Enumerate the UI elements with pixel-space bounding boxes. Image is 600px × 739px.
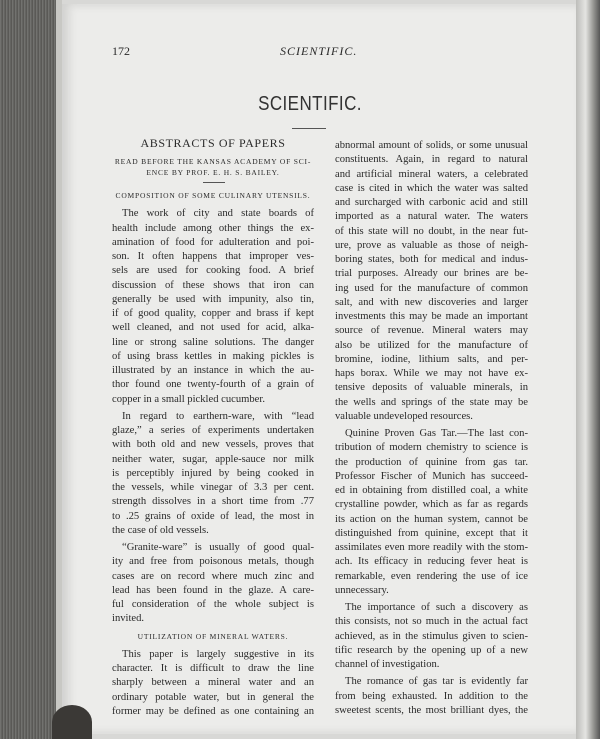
text-line: if of good quality, copper and brass if kept [112,308,314,319]
paragraph [335,139,528,424]
text-line: unnecessary. [335,584,389,596]
page-number: 172 [112,44,130,58]
text-line: remarkable, even rendering the use of ice [335,570,528,582]
text-line: strength dissolves in a short time from .77 [112,496,314,508]
text-line: character. It is difficult to draw the line [112,663,314,674]
text-line: haps borax. While we may not have ex- [335,368,528,379]
text-line: This paper is largely suggestive in its [122,648,314,660]
text-line: valuable undeveloped resources. [335,410,473,422]
text-line: source of revenue. Mineral waters may [335,325,528,337]
text-line: ed in obtaining from distilled coal, a white [335,485,528,496]
text-line: tensive deposits of valuable minerals, in [335,382,528,394]
text-line: “Granite-ware” is usually of good qual- [122,542,314,553]
book-page-edges-right [576,0,600,739]
text-line: case is cited in which the water was salted [335,182,528,194]
text-line: and artificial mineral waters, a celebrated [335,168,528,180]
text-line: ing used for the manufacture of common [335,282,528,294]
text-line: The romance of gas tar is evidently far [345,676,528,688]
text-line: distinguished from quinine, except that it [335,527,528,539]
paragraph [335,427,528,598]
text-line: glaze,” a series of experiments undertaken [112,425,314,436]
text-line: achieved, as in the stimulus given to scien- [335,630,528,642]
text-line: amination of food for adulteration and poi- [112,236,314,248]
text-line: In regard to earthern-ware, with “lead [122,410,314,422]
text-line: illustrated by an instance in which the au- [112,365,314,376]
text-line: is perceptibly injured by being cooked in [112,467,314,479]
text-line: also be utilized for the manufacture of [335,339,528,351]
text-line: former may be defined as one containing an [112,705,314,717]
text-line: health include among other things the ex- [112,222,314,234]
paragraph [112,648,314,719]
text-line: The work of city and state boards of [122,208,314,220]
text-line: trial purposes. Already our brines are be- [335,268,528,280]
text-line: well cleaned, and not used for acid, alka- [112,322,314,334]
text-line: crystalline powder, which as far as regards [335,499,528,511]
text-line: tribution of modern chemistry to science is [335,442,528,454]
text-line: thor found one twenty-fourth of a grain of [112,379,314,391]
text-line: ordinary potable water, but in general the [112,691,314,703]
subheading-line: ENCE BY PROF. E. H. S. BAILEY. [146,168,280,177]
text-line: bromine, iodine, lithium salts, and per- [335,353,528,365]
text-line: ach. Its efficacy in reducing fever heat is [335,556,528,568]
text-line: line or strong saline solutions. The danger [112,336,314,348]
text-line: invited. [112,613,145,625]
text-line: generally be used with impunity, also tin, [112,293,314,305]
text-line: lead has been found in the glaze. A care- [112,584,314,596]
subheading-line: READ BEFORE THE KANSAS ACADEMY OF SCI- [114,157,312,166]
text-line: abnormal amount of solids, or some unusual [335,140,528,151]
text-line: neither water, sugar, apple-sauce nor milk [112,453,314,465]
heading-rule [203,182,225,183]
text-line: to .25 grains of oxide of lead, the most in [112,510,314,522]
paragraph [335,601,528,672]
text-line: the vessels, while vinegar of 3.3 per cent. [112,482,314,493]
title-rule [292,128,326,129]
text-line: of using brass kettles in making pickles is [112,350,314,362]
text-line: investments this may be made an important [335,311,528,322]
text-line: boring states, both for medical and indus- [335,254,528,265]
text-line: salt, and with new discoveries and larger [335,296,528,308]
text-line: from being exhausted. In addition to the [335,690,528,702]
section-subhead: COMPOSITION OF SOME CULINARY UTENSILS. [115,191,311,200]
text-line: cases are on record where much zinc and [112,570,314,582]
text-line: The importance of such a discovery as [345,602,528,613]
text-line: with both old and new vessels, proves that [112,439,314,451]
text-line: the production of quinine from gas tar. [335,456,528,468]
book-page-edges-left [0,0,62,739]
text-line: imported as a natural water. The waters [335,211,528,223]
text-line: the case of old vessels. [112,524,209,536]
text-line: its action on the human system, cannot be [335,513,528,525]
text-line: channel of investigation. [335,659,440,670]
paragraph [335,675,528,718]
text-line: constituents. Again, in regard to natural [335,154,528,166]
text-line: son. It often happens that improper ves- [112,251,314,262]
text-line: ure, prove as valuable as those of neigh- [335,239,528,251]
paragraph [112,207,314,407]
text-line: assimilates even more readily with the stom- [335,542,528,553]
article-heading: ABSTRACTS OF PAPERS [140,136,286,150]
running-head-title: SCIENTIFIC. [280,44,358,58]
text-line: discussion of these shows that iron can [112,279,314,291]
left-column [112,186,314,719]
text-line: ity and free from poisonous metals, though [112,556,314,568]
text-line: this consists, not so much in the actual fact [335,616,528,628]
text-line: the wells and springs of the state may be [335,396,528,408]
text-line: sweetest scents, the most brilliant dyes, the [335,704,528,716]
text-line: tific research by the opening up of a new [335,644,528,656]
paragraph [112,541,314,627]
text-line: sels are used for cooking food. A brief [112,265,314,277]
section-title: SCIENTIFIC. [258,93,362,115]
thumb [52,705,92,739]
text-line: of this state will no doubt, in the near fut- [335,225,528,237]
text-line: sharply between a mineral water and an [112,677,314,689]
article-subheading [112,156,314,178]
text-line: Professor Fischer of Munich has succeed- [335,470,528,482]
right-column [335,139,528,718]
text-line: Quinine Proven Gas Tar.—The last con- [345,428,528,439]
text-line: copper in a small pickled cucumber. [112,393,265,405]
section-subhead: UTILIZATION OF MINERAL WATERS. [137,631,289,641]
text-line: and surcharged with carbonic acid and still [335,197,528,208]
text-line: ful consideration of the whole subject is [112,599,314,610]
paragraph [112,410,314,538]
